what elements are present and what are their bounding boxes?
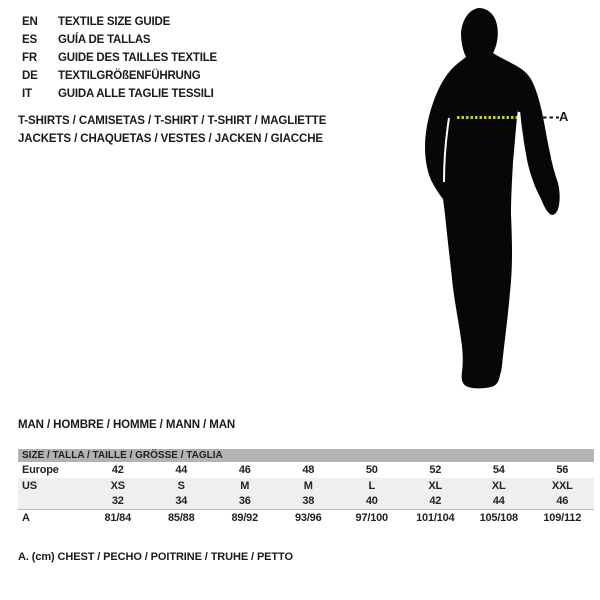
size-table-body: [18, 462, 594, 526]
size-table: [18, 449, 594, 526]
language-title: GUIDE DES TAILLES TEXTILE: [58, 52, 217, 64]
table-cell: 93/96: [294, 512, 322, 524]
foot-notch: [458, 348, 460, 372]
language-title: GUIDA ALLE TAGLIE TESSILI: [58, 88, 214, 100]
language-row: [22, 13, 217, 31]
row-label: US: [22, 480, 37, 492]
table-cell: 40: [365, 495, 378, 507]
table-cell: 38: [302, 495, 315, 507]
table-cell: XL: [428, 480, 443, 492]
table-row: [18, 494, 594, 510]
language-row: [22, 49, 217, 67]
table-cell: 109/112: [543, 512, 582, 524]
table-cell: XXL: [551, 480, 573, 492]
table-cell: 32: [111, 495, 124, 507]
table-row: [18, 510, 594, 526]
table-cell: 42: [111, 464, 124, 476]
table-cell: 105/108: [479, 512, 518, 524]
table-cell: 85/88: [167, 512, 195, 524]
man-silhouette-path: [425, 8, 560, 388]
gender-section-label: MAN / HOMBRE / HOMME / MANN / MAN: [18, 419, 236, 431]
language-code: DE: [22, 70, 38, 82]
category-line: T-SHIRTS / CAMISETAS / T-SHIRT / T-SHIRT / MAGLIETTE: [18, 115, 327, 127]
row-label: A: [22, 512, 30, 524]
language-code: ES: [22, 34, 37, 46]
table-cell: 56: [556, 464, 569, 476]
table-cell: XS: [110, 480, 125, 492]
language-row: [22, 67, 217, 85]
category-line: JACKETS / CHAQUETAS / VESTES / JACKEN / GIACCHE: [18, 133, 323, 145]
table-cell: 46: [238, 464, 251, 476]
table-cell: S: [177, 480, 185, 492]
language-title: TEXTILGRÖßENFÜHRUNG: [58, 70, 201, 82]
language-code: IT: [22, 88, 32, 100]
table-cell: 46: [556, 495, 569, 507]
language-row: [22, 85, 217, 103]
table-cell: 48: [302, 464, 315, 476]
table-cell: M: [303, 480, 313, 492]
table-cell: 50: [365, 464, 378, 476]
garment-categories: [18, 112, 326, 148]
table-cell: 101/104: [416, 512, 455, 524]
row-label: Europe: [22, 464, 59, 476]
table-cell: XL: [491, 480, 506, 492]
table-row: [18, 462, 594, 478]
table-cell: L: [368, 480, 376, 492]
row-label: [18, 494, 86, 509]
language-row: [22, 31, 217, 49]
table-cell: 81/84: [104, 512, 132, 524]
table-cell: 89/92: [231, 512, 259, 524]
table-cell: 34: [175, 495, 188, 507]
table-cell: 44: [175, 464, 188, 476]
table-row: [18, 478, 594, 494]
table-cell: 42: [429, 495, 442, 507]
table-cell: 52: [429, 464, 442, 476]
language-title-list: [22, 13, 217, 103]
table-cell: 36: [238, 495, 251, 507]
table-cell: M: [240, 480, 250, 492]
measurement-a-label: A: [559, 109, 569, 124]
table-cell: 44: [492, 495, 505, 507]
size-table-header: SIZE / TALLA / TAILLE / GRÖSSE / TAGLIA: [18, 449, 594, 462]
measurement-footnote: A. (cm) CHEST / PECHO / POITRINE / TRUHE / PETTO: [18, 551, 293, 563]
table-cell: 54: [492, 464, 505, 476]
language-title: GUÍA DE TALLAS: [58, 34, 151, 46]
language-code: FR: [22, 52, 37, 64]
man-silhouette-figure: [400, 0, 600, 400]
language-title: TEXTILE SIZE GUIDE: [58, 16, 171, 28]
table-cell: 97/100: [355, 512, 388, 524]
man-silhouette: [400, 0, 600, 400]
language-code: EN: [22, 16, 38, 28]
